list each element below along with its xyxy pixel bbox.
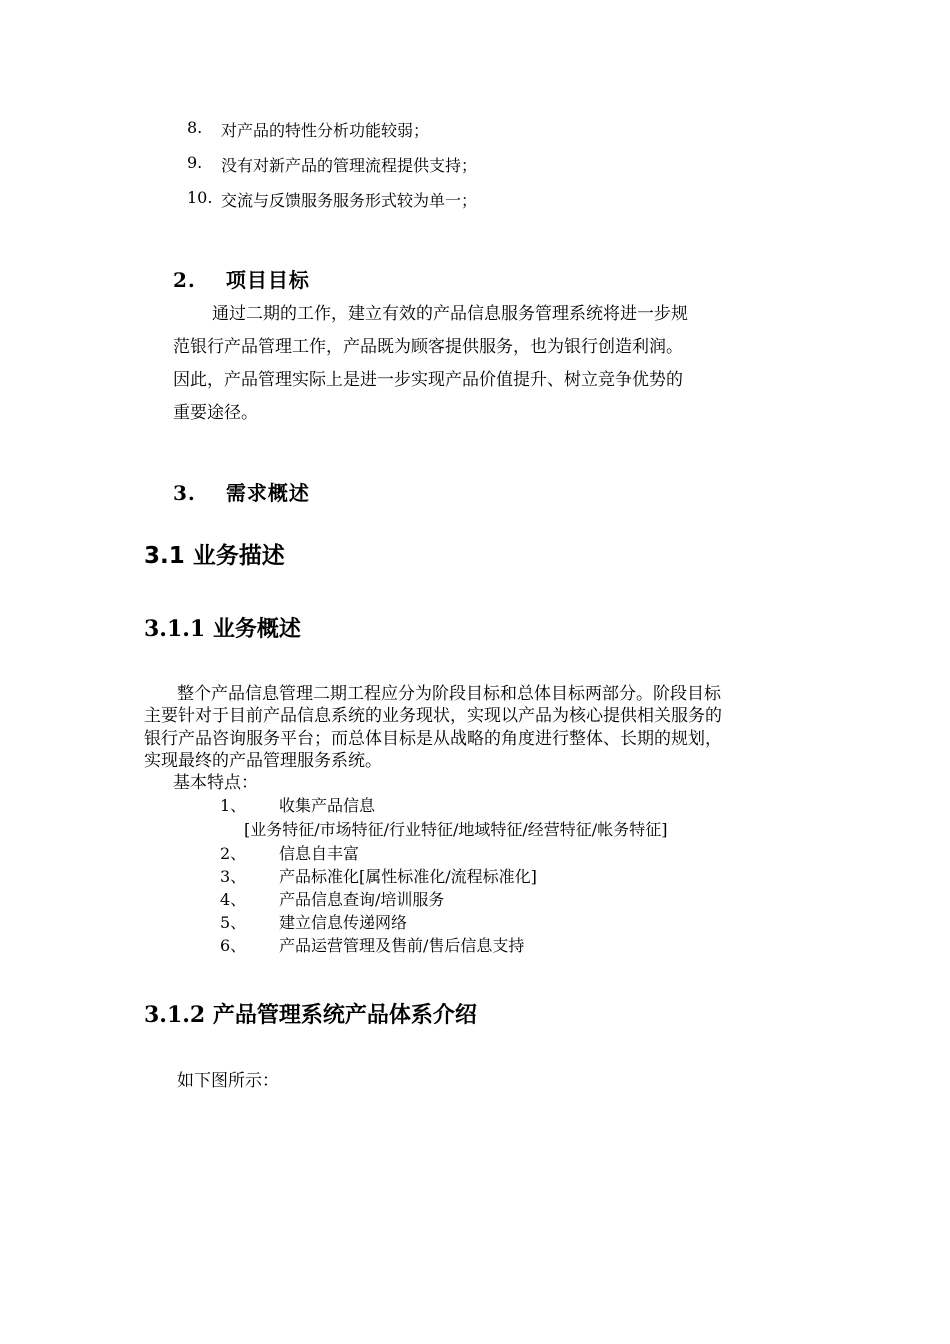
paragraph-line: 银行产品咨询服务平台；而总体目标是从战略的角度进行整体、长期的规划， bbox=[144, 729, 722, 749]
section-number: 2. bbox=[173, 268, 196, 292]
feature-number: 3、 bbox=[220, 867, 247, 886]
feature-text: [业务特征/市场特征/行业特征/地域特征/经营特征/帐务特征] bbox=[244, 820, 668, 839]
figure-intro-text: 如下图所示： bbox=[177, 1071, 279, 1091]
feature-text: 产品标准化[属性标准化/流程标准化] bbox=[279, 867, 537, 886]
section-3-1-1-heading: 3.1.1 业务概述 bbox=[144, 616, 301, 642]
paragraph-line: 通过二期的工作，建立有效的产品信息服务管理系统将进一步规 bbox=[212, 304, 688, 324]
section-title: 项目目标 bbox=[225, 268, 310, 292]
paragraph-line: 因此，产品管理实际上是进一步实现产品价值提升、树立竞争优势的 bbox=[173, 370, 683, 390]
feature-text: 产品信息查询/培训服务 bbox=[279, 890, 445, 909]
feature-text: 收集产品信息 bbox=[279, 796, 376, 815]
list-item-text: 交流与反馈服务服务形式较为单一； bbox=[221, 191, 478, 210]
paragraph-line: 主要针对于目前产品信息系统的业务现状，实现以产品为核心提供相关服务的 bbox=[144, 706, 722, 726]
section-3-1-2-heading: 3.1.2 产品管理系统产品体系介绍 bbox=[144, 1002, 477, 1028]
list-item-number: 8. bbox=[187, 118, 203, 137]
feature-number: 1、 bbox=[220, 796, 247, 815]
list-item-text: 对产品的特性分析功能较弱； bbox=[221, 121, 430, 140]
section-3-heading bbox=[173, 477, 310, 506]
features-label: 基本特点： bbox=[173, 773, 258, 793]
list-item-number: 10. bbox=[187, 188, 213, 207]
paragraph-line: 范银行产品管理工作，产品既为顾客提供服务，也为银行创造利润。 bbox=[173, 337, 683, 357]
feature-text: 产品运营管理及售前/售后信息支持 bbox=[279, 936, 525, 955]
feature-text: 建立信息传递网络 bbox=[279, 913, 408, 932]
feature-number: 6、 bbox=[220, 936, 247, 955]
paragraph-line: 整个产品信息管理二期工程应分为阶段目标和总体目标两部分。阶段目标 bbox=[177, 684, 721, 704]
list-item-number: 9. bbox=[187, 153, 203, 172]
section-3-1-heading: 3.1 业务描述 bbox=[144, 543, 285, 569]
section-2-heading bbox=[173, 264, 310, 293]
feature-text: 信息自丰富 bbox=[279, 844, 360, 863]
feature-number: 2、 bbox=[220, 844, 247, 863]
section-number: 3. bbox=[173, 481, 196, 505]
paragraph-line: 实现最终的产品管理服务系统。 bbox=[144, 751, 382, 771]
feature-number: 4、 bbox=[220, 890, 247, 909]
list-item-text: 没有对新产品的管理流程提供支持； bbox=[221, 156, 478, 175]
feature-number: 5、 bbox=[220, 913, 247, 932]
section-title: 需求概述 bbox=[225, 481, 310, 505]
paragraph-line: 重要途径。 bbox=[173, 403, 258, 423]
